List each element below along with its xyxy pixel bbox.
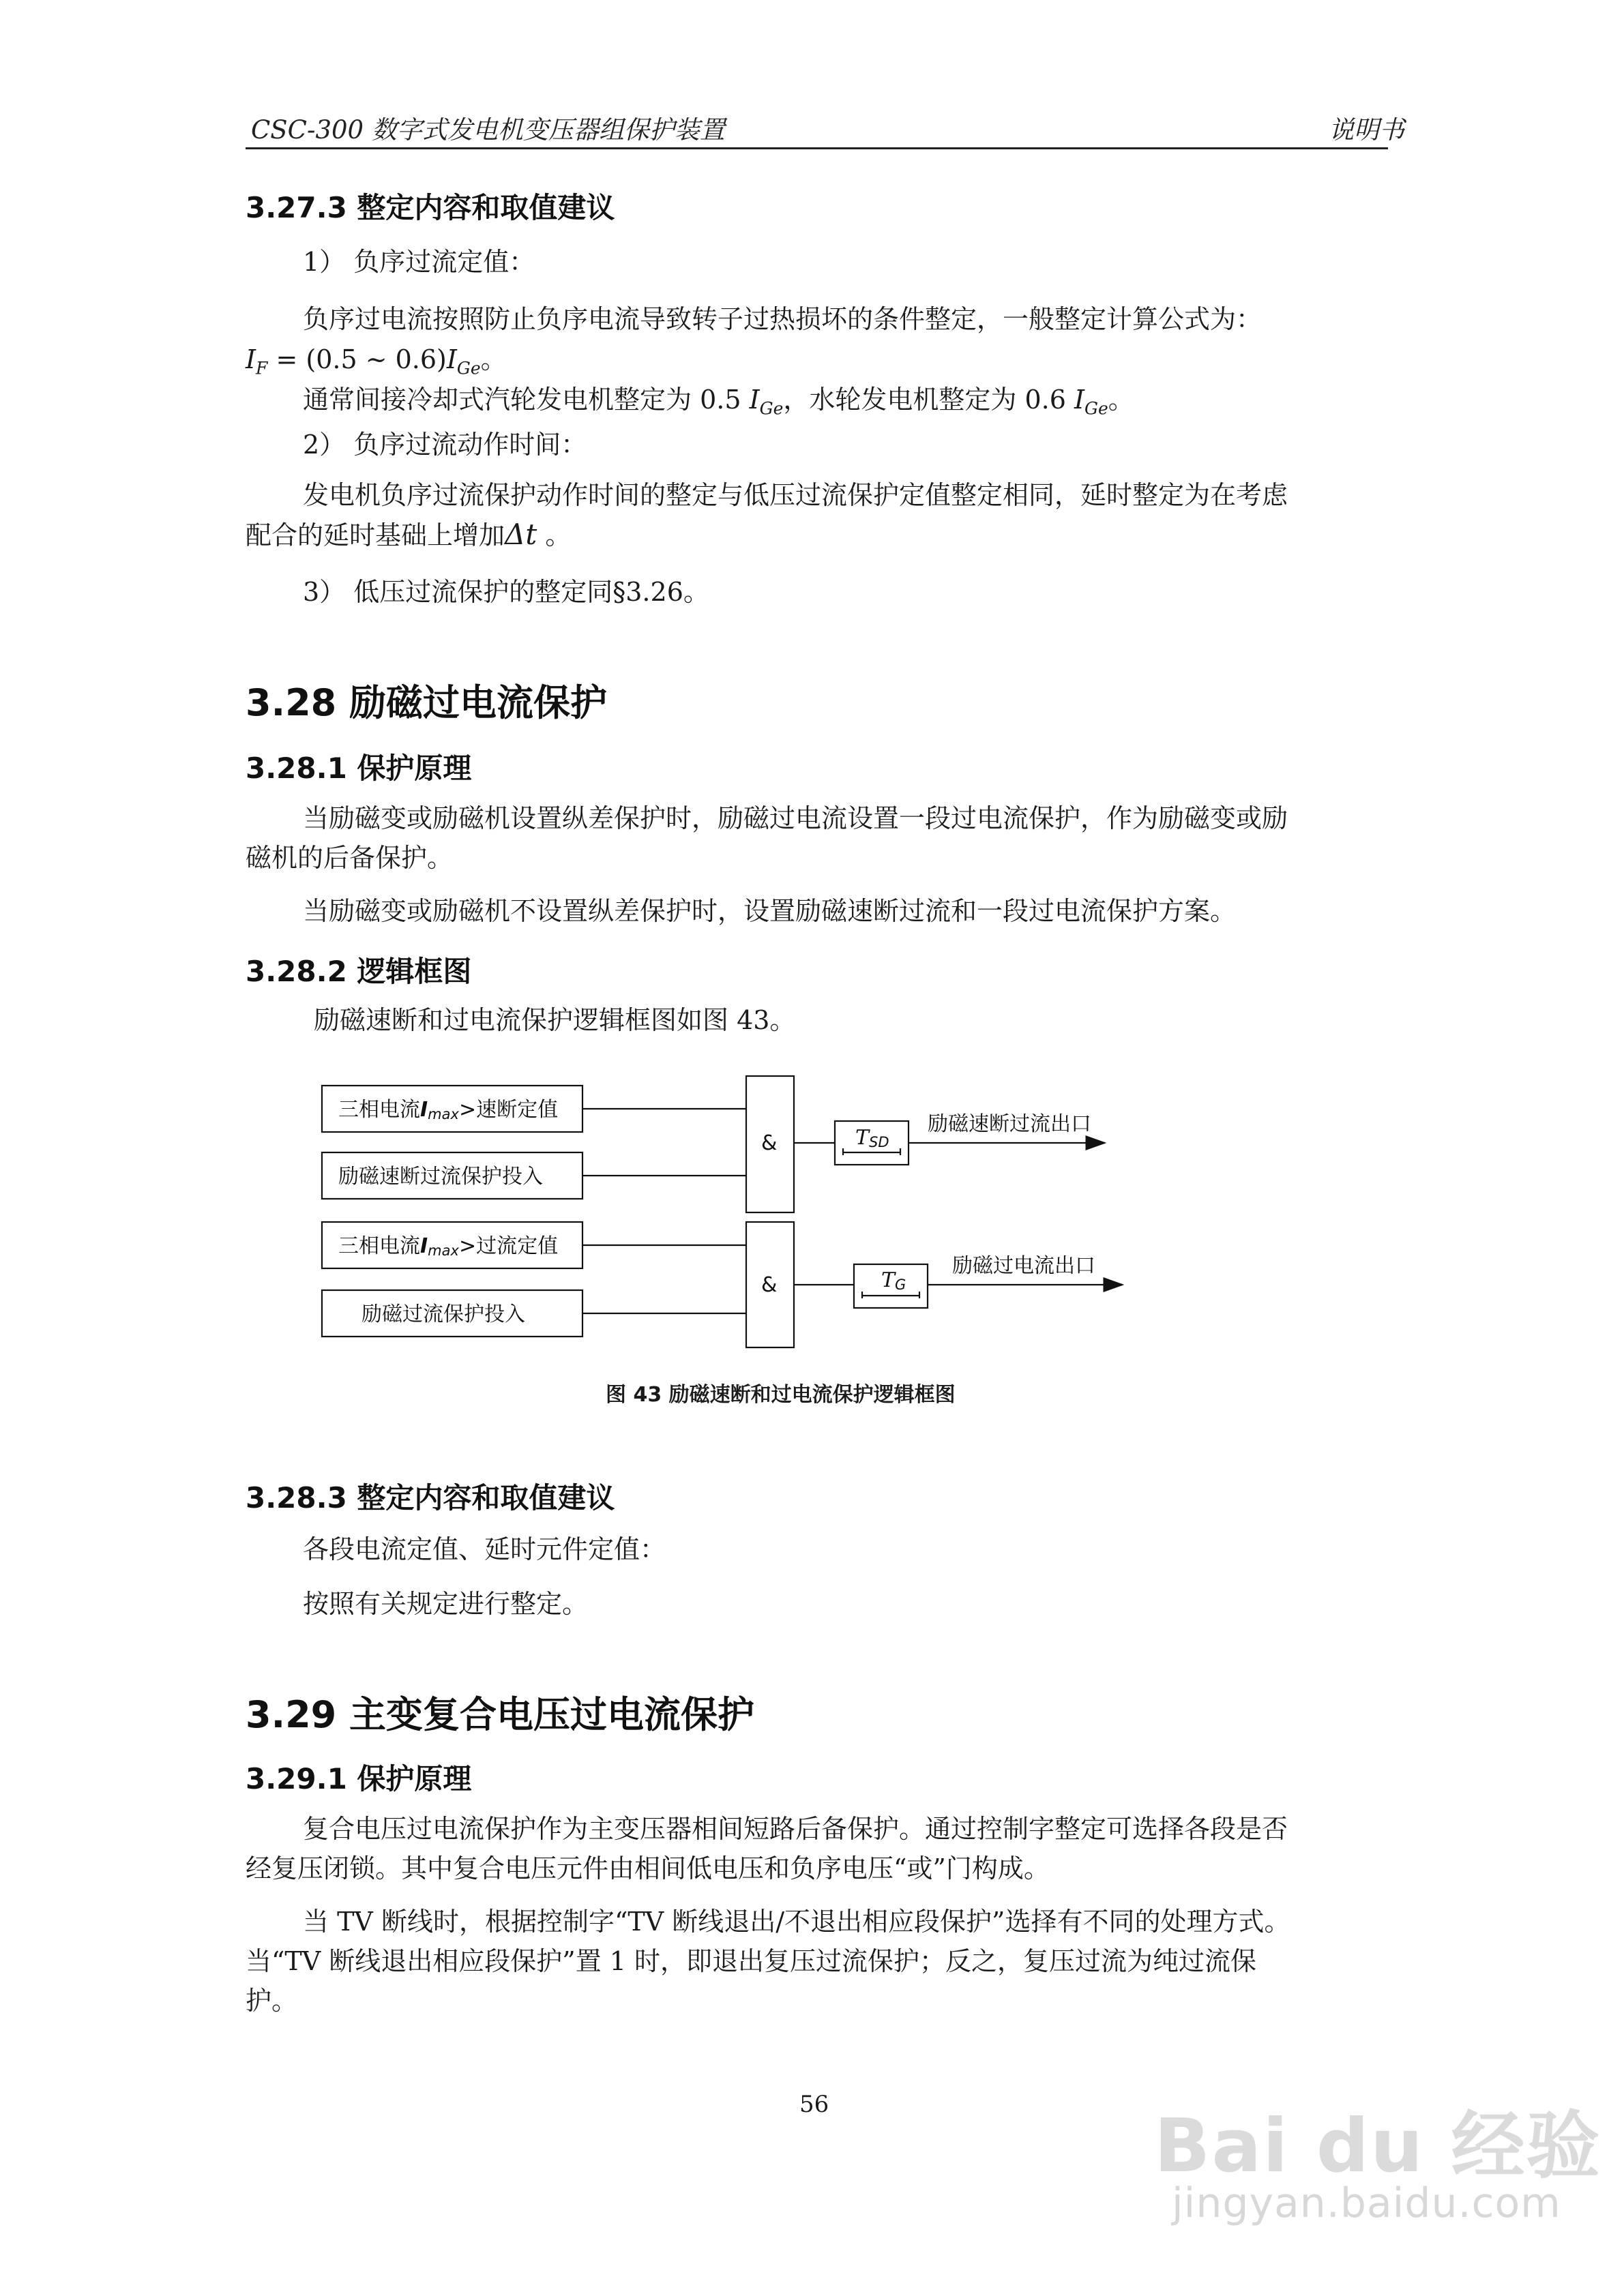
page-number: 56 <box>799 2091 829 2118</box>
section-heading-3-28-1: 3.28.1 保护原理 <box>246 751 472 785</box>
section-heading-3-29: 3.29 主变复合电压过电流保护 <box>246 1693 755 1736</box>
section-heading-3-27-3: 3.27.3 整定内容和取值建议 <box>246 191 615 224</box>
list-item-3: 3） 低压过流保护的整定同§3.26。 <box>303 577 709 607</box>
paragraph: 当“TV 断线退出相应段保护”置 1 时，即退出复压过流保护；反之，复压过流为纯过流保 <box>246 1946 1257 1976</box>
paragraph: 发电机负序过流保护动作时间的整定与低压过流保护定值整定相同，延时整定为在考虑 <box>303 480 1288 510</box>
paragraph: 当励磁变或励磁机不设置纵差保护时，设置励磁速断过流和一段过电流保护方案。 <box>303 896 1237 926</box>
and-gate-label-1: & <box>761 1131 778 1155</box>
paragraph: 配合的延时基础上增加Δt 。 <box>246 518 572 551</box>
list-item-1: 1） 负序过流定值： <box>303 247 535 277</box>
paragraph: 按照有关规定进行整定。 <box>303 1589 589 1619</box>
paragraph: 护。 <box>246 1986 298 2016</box>
list-item-2: 2） 负序过流动作时间： <box>303 430 587 460</box>
formula: $I_F = (0.5$ ~ $0.6)I_{Ge}$。 <box>246 344 507 378</box>
paragraph: 负序过电流按照防止负序电流导致转子过热损坏的条件整定，一般整定计算公式为： <box>303 304 1263 334</box>
header-right: 说明书 <box>1329 115 1404 145</box>
box-label-overcurrent-enable: 励磁过流保护投入 <box>361 1302 525 1326</box>
paragraph: 当 TV 断线时，根据控制字“TV 断线退出/不退出相应段保护”选择有不同的处理方式。 <box>303 1907 1290 1937</box>
paragraph: 经复压闭锁。其中复合电压元件由相间低电压和负序电压“或”门构成。 <box>246 1853 1050 1883</box>
box-label-overcurrent-setting: 三相电流Imax>过流定值 <box>338 1234 559 1259</box>
paragraph: 当励磁变或励磁机设置纵差保护时，励磁过电流设置一段过电流保护，作为励磁变或励 <box>303 803 1288 833</box>
section-heading-3-28-2: 3.28.2 逻辑框图 <box>246 955 472 988</box>
and-gate-label-2: & <box>761 1273 778 1297</box>
section-heading-3-28-3: 3.28.3 整定内容和取值建议 <box>246 1481 615 1515</box>
output-label-1: 励磁速断过流出口 <box>928 1112 1091 1136</box>
timer-label-1: TSD <box>855 1126 889 1150</box>
box-label-speed-enable: 励磁速断过流保护投入 <box>338 1165 543 1189</box>
watermark-url: jingyan.baidu.com <box>1172 2179 1561 2227</box>
section-heading-3-29-1: 3.29.1 保护原理 <box>246 1762 472 1795</box>
paragraph: 磁机的后备保护。 <box>246 843 454 873</box>
header-title: CSC-300 数字式发电机变压器组保护装置 <box>251 115 725 145</box>
timer-label-2: TG <box>881 1268 906 1293</box>
figure-caption: 图 43 励磁速断和过电流保护逻辑框图 <box>606 1383 956 1407</box>
output-label-2: 励磁过电流出口 <box>952 1254 1095 1278</box>
paragraph: 各段电流定值、延时元件定值： <box>303 1534 666 1564</box>
watermark-logo: Bai du 经验 <box>1154 2104 1601 2189</box>
paragraph: 励磁速断和过电流保护逻辑框图如图 43。 <box>314 1005 796 1035</box>
paragraph: 通常间接冷却式汽轮发电机整定为 0.5 $I_{Ge}$，水轮发电机整定为 0.6 $I_{Ge}$。 <box>303 385 1134 419</box>
box-label-speed-setting: 三相电流Imax>速断定值 <box>338 1098 559 1122</box>
paragraph: 复合电压过电流保护作为主变压器相间短路后备保护。通过控制字整定可选择各段是否 <box>303 1814 1288 1844</box>
section-heading-3-28: 3.28 励磁过电流保护 <box>246 681 608 724</box>
